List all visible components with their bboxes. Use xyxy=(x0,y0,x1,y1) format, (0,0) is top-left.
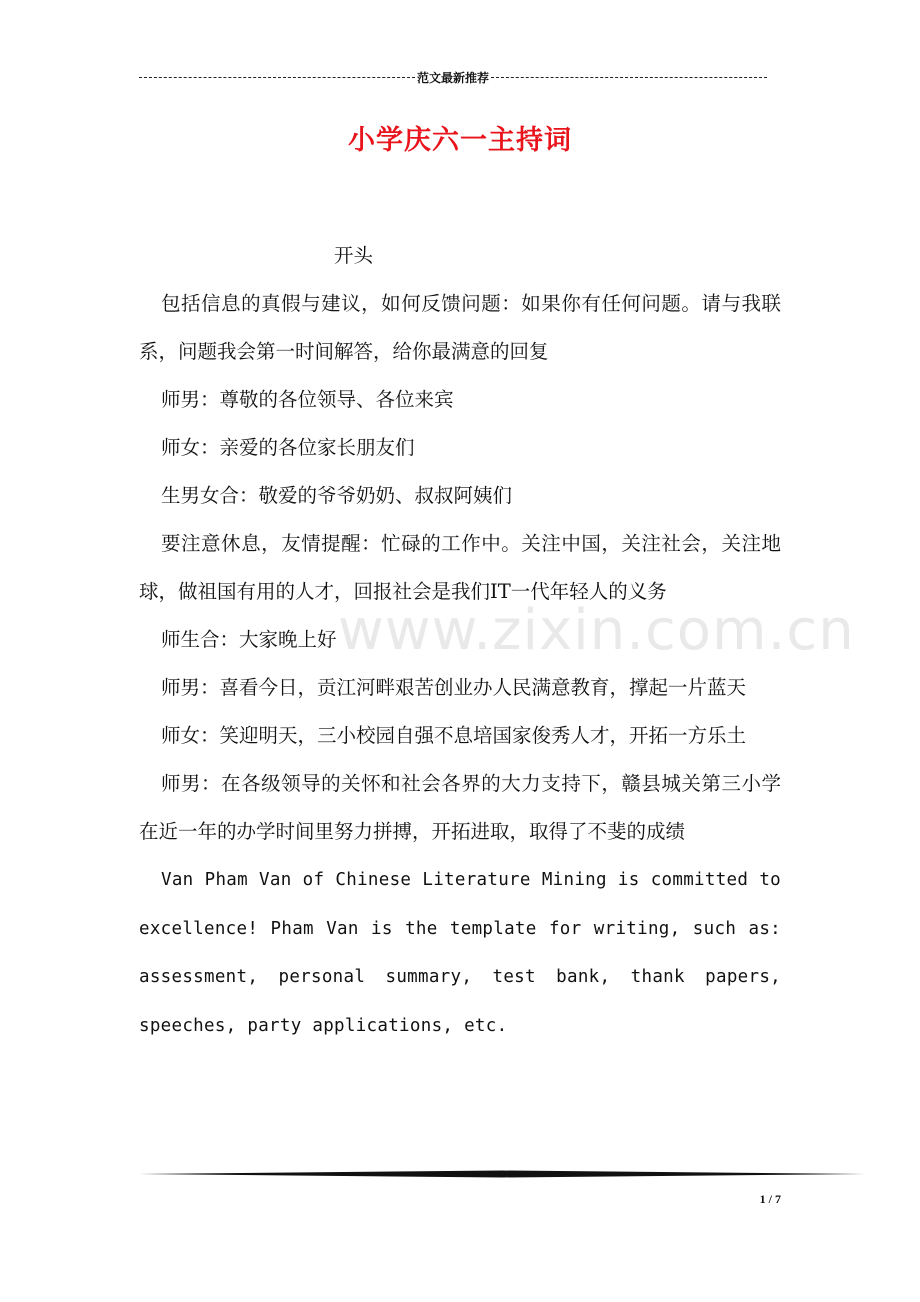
paragraph: 包括信息的真假与建议，如何反馈问题：如果你有任何问题。请与我联系，问题我会第一时间解答，给你最满意的回复 xyxy=(139,292,781,363)
watermark: www.zixin.com.cn xyxy=(338,598,855,663)
paragraph: 要注意休息，友情提醒：忙碌的工作中。关注中国，关注社会，关注地球，做祖国有用的人才，回报社会是我们IT一代年轻人的义务 xyxy=(139,532,781,603)
paragraph: 师男：喜看今日，贡江河畔艰苦创业办人民满意教育，撑起一片蓝天 xyxy=(161,676,747,699)
header-label: 范文最新推荐 xyxy=(417,70,490,85)
page-header xyxy=(139,66,767,88)
paragraph: 师男：在各级领导的关怀和社会各界的大力支持下，赣县城关第三小学在近一年的办学时间里努力拼搏，开拓进取，取得了不斐的成绩 xyxy=(139,772,781,843)
document-title: 小学庆六一主持词 xyxy=(348,125,572,156)
paragraph: 师生合：大家晚上好 xyxy=(161,628,337,651)
page-number: 1 / 7 xyxy=(759,1192,781,1206)
section-heading: 开头 xyxy=(334,244,374,267)
english-paragraph: Van Pham Van of Chinese Literature Mining is committed to excellence! Pham Van is the template for writing, such as: assessment, personal summary, test bank, thank papers, speeches, party applications, etc. xyxy=(139,870,781,1036)
header-dash-right xyxy=(491,77,767,79)
paragraph: 师女：笑迎明天，三小校园自强不息培国家俊秀人才，开拓一方乐土 xyxy=(161,724,747,747)
paragraph: 生男女合：敬爱的爷爷奶奶、叔叔阿姨们 xyxy=(161,484,513,507)
paragraph: 师男：尊敬的各位领导、各位来宾 xyxy=(161,388,454,411)
footer-rule xyxy=(139,1170,865,1178)
paragraph: 师女：亲爱的各位家长朋友们 xyxy=(161,436,415,459)
header-dash-left xyxy=(139,77,415,79)
document-body xyxy=(139,232,781,1050)
